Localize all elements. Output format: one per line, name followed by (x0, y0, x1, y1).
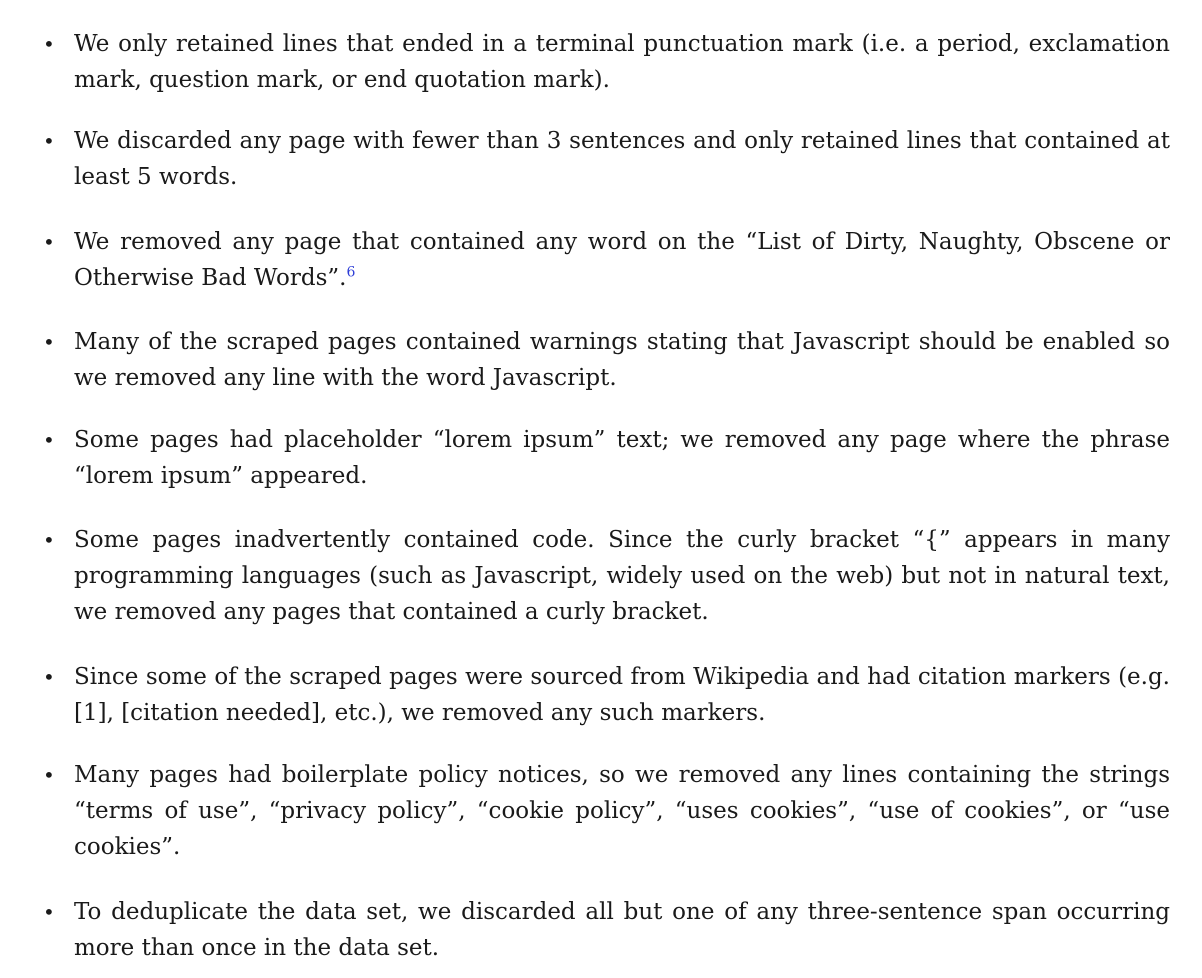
bullet-marker: • (43, 665, 55, 689)
list-item-text-with-footnote (74, 224, 1170, 296)
bullet-marker: • (43, 230, 55, 254)
list-item-text: We discarded any page with fewer than 3 sentences and only retained lines that contained at least 5 words. (74, 128, 1170, 190)
bullet-marker: • (43, 763, 55, 787)
bullet-marker: • (43, 330, 55, 354)
footnote-reference[interactable]: 6 (346, 264, 356, 281)
list-item-text: We removed any page that contained any word on the “List of Dirty, Naughty, Obscene or Otherwise Bad Words”. (74, 229, 1170, 291)
list-item-text: We only retained lines that ended in a terminal punctuation mark (i.e. a period, exclamation mark, question mark, or end quotation mark). (74, 31, 1170, 93)
list-item-text: Some pages inadvertently contained code. Since the curly bracket “{” appears in many programming languages (such as Javascript, widely used on the web) but not in natural text, we removed any pages that contained a curly bracket. (74, 527, 1170, 625)
list-item-text: Many pages had boilerplate policy notices, so we removed any lines containing the strings “terms of use”, “privacy policy”, “cookie policy”, “uses cookies”, “use of cookies”, or “use cookies”. (74, 762, 1170, 860)
list-item-text: Some pages had placeholder “lorem ipsum” text; we removed any page where the phrase “lorem ipsum” appeared. (74, 427, 1170, 489)
bullet-marker: • (43, 900, 55, 924)
bullet-marker: • (43, 528, 55, 552)
bullet-marker: • (43, 428, 55, 452)
list-item-text: Since some of the scraped pages were sourced from Wikipedia and had citation markers (e.g. [1], [citation needed], etc.), we removed any such markers. (74, 664, 1170, 726)
bullet-marker: • (43, 129, 55, 153)
list-item-text: To deduplicate the data set, we discarded all but one of any three-sentence span occurring more than once in the data set. (74, 899, 1170, 961)
list-item-text: Many of the scraped pages contained warnings stating that Javascript should be enabled so we removed any line with the word Javascript. (74, 329, 1170, 391)
bullet-marker: • (43, 32, 55, 56)
